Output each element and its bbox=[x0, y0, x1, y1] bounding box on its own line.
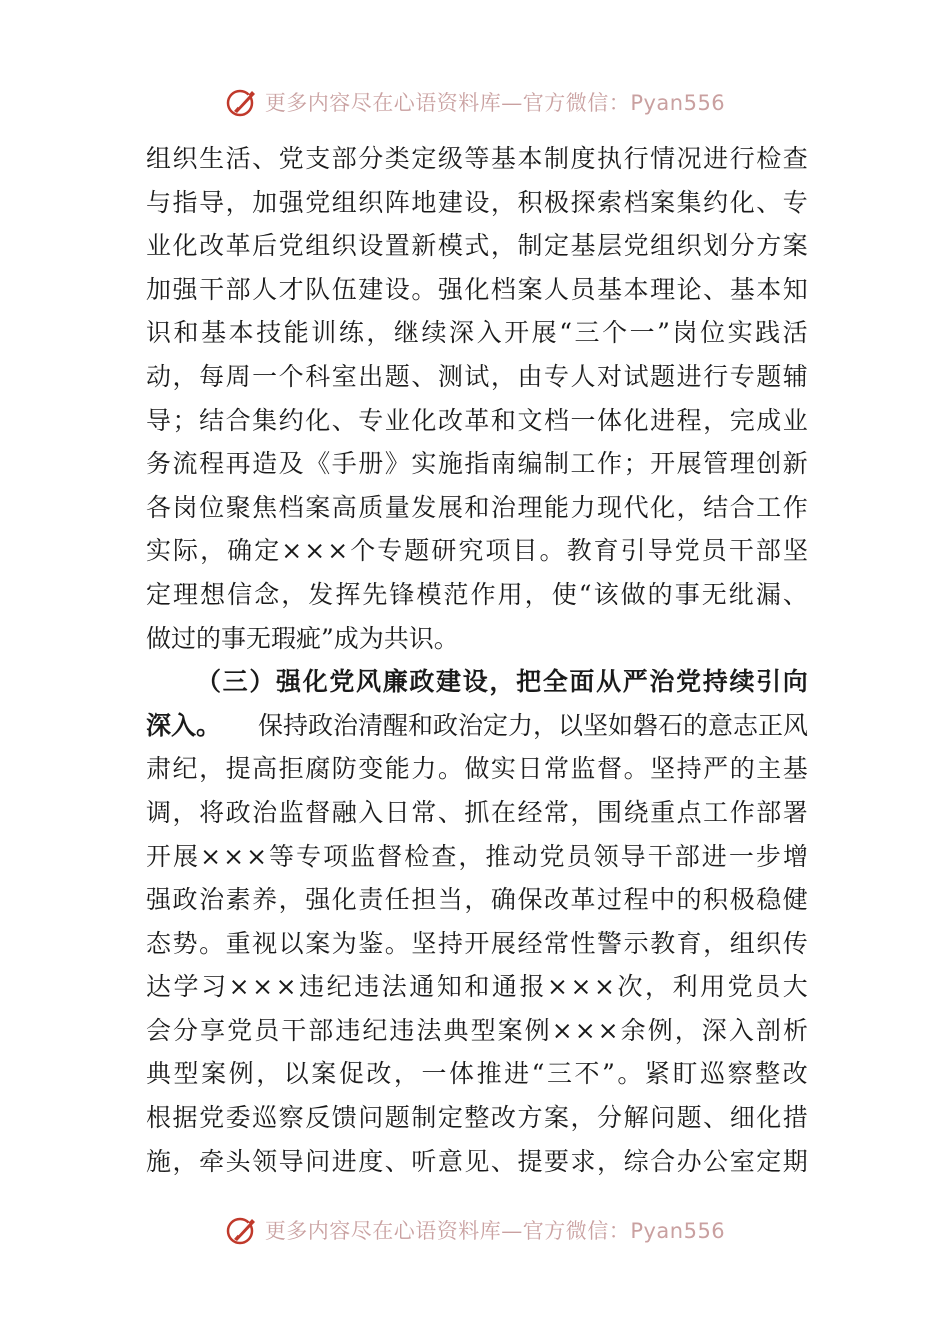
paragraph-2 bbox=[146, 660, 808, 1183]
footer-banner bbox=[0, 1210, 950, 1250]
text-line: 会 分 享 党 员 干 部 违 纪 违 法 典 型 案 例 × × × 余 例 ， 深 入 剖 析 bbox=[146, 1015, 808, 1045]
quill-logo-icon bbox=[225, 1213, 259, 1247]
text-line: 务 流 程 再 造 及 《 手 册 》 实 施 指 南 编 制 工 作 ； 开 展 管 理 创 新 bbox=[146, 449, 808, 479]
section-heading-end: 深入。 bbox=[146, 710, 222, 740]
text-line: 施 ， 牵 头 领 导 问 进 度 、 听 意 见 、 提 要 求 ， 综 合 办 公 室 定 期 bbox=[146, 1146, 808, 1176]
text-line: 达 学 习 × × × 违 纪 违 法 通 知 和 通 报 × × × 次 ， 利 用 党 员 大 bbox=[146, 972, 808, 1002]
text-line: 强 政 治 素 养 ， 强 化 责 任 担 当 ， 确 保 改 革 过 程 中 的 积 极 稳 健 bbox=[146, 885, 808, 915]
paragraph-1 bbox=[146, 137, 808, 660]
text-line: 典 型 案 例 ， 以 案 促 改 ， 一 体 推 进 “ 三 不 ” 。 紧 盯 巡 察 整 改 bbox=[146, 1059, 808, 1089]
text-line: 业 化 改 革 后 党 组 织 设 置 新 模 式 ， 制 定 基 层 党 组 织 划 分 方 案 bbox=[146, 231, 808, 261]
text-line: 识 和 基 本 技 能 训 练 ， 继 续 深 入 开 展 “ 三 个 一 ” 岗 位 实 践 活 bbox=[146, 318, 808, 348]
banner-text: 更多内容尽在心语资料库—官方微信：Pyan556 bbox=[264, 1219, 726, 1243]
text-line bbox=[146, 704, 808, 748]
text-line: 态 势 。 重 视 以 案 为 鉴 。 坚 持 开 展 经 常 性 警 示 教 育 ， 组 织 传 bbox=[146, 928, 808, 958]
banner-text: 更多内容尽在心语资料库—官方微信：Pyan556 bbox=[264, 91, 726, 115]
quill-logo-icon bbox=[225, 85, 259, 119]
text-line: 加 强 干 部 人 才 队 伍 建 设 。 强 化 档 案 人 员 基 本 理 论 、 基 本 知 bbox=[146, 274, 808, 304]
document-body bbox=[146, 137, 808, 1183]
section-heading: （ 三 ） 强 化 党 风 廉 政 建 设 ， 把 全 面 从 严 治 党 持 续 引 向 bbox=[196, 667, 808, 697]
text-line: 导 ； 结 合 集 约 化 、 专 业 化 改 革 和 文 档 一 体 化 进 程 ， 完 成 业 bbox=[146, 405, 808, 435]
text-line: 肃 纪 ， 提 高 拒 腐 防 变 能 力 。 做 实 日 常 监 督 。 坚 持 严 的 主 基 bbox=[146, 754, 808, 784]
text-line: 定 理 想 信 念 ， 发 挥 先 锋 模 范 作 用 ， 使 “ 该 做 的 事 无 纰 漏 、 bbox=[146, 579, 808, 609]
text-line: 实 际 ， 确 定 × × × 个 专 题 研 究 项 目 。 教 育 引 导 党 员 干 部 坚 bbox=[146, 536, 808, 566]
text-line: 动 ， 每 周 一 个 科 室 出 题 、 测 试 ， 由 专 人 对 试 题 进 行 专 题 辅 bbox=[146, 361, 808, 391]
text-line: 各 岗 位 聚 焦 档 案 高 质 量 发 展 和 治 理 能 力 现 代 化 ， 结 合 工 作 bbox=[146, 492, 808, 522]
text-run: 保持政治清醒和政治定力，以坚如磐石的意志正风 bbox=[257, 710, 808, 740]
text-line: 开 展 × × × 等 专 项 监 督 检 查 ， 推 动 党 员 领 导 干 部 进 一 步 增 bbox=[146, 841, 808, 871]
wechat-id: Pyan556 bbox=[630, 91, 726, 115]
wechat-id: Pyan556 bbox=[630, 1219, 726, 1243]
text-line: 组 织 生 活 、 党 支 部 分 类 定 级 等 基 本 制 度 执 行 情 况 进 行 检 查 bbox=[146, 144, 808, 173]
text-line: 调 ， 将 政 治 监 督 融 入 日 常 、 抓 在 经 常 ， 围 绕 重 点 工 作 部 署 bbox=[146, 797, 808, 827]
header-banner bbox=[0, 82, 950, 122]
text-line: 根 据 党 委 巡 察 反 馈 问 题 制 定 整 改 方 案 ， 分 解 问 题 、 细 化 措 bbox=[146, 1103, 808, 1133]
text-line: 做过的事无瑕疵”成为共识。 bbox=[146, 623, 459, 653]
text-line: 与 指 导 ， 加 强 党 组 织 阵 地 建 设 ， 积 极 探 索 档 案 集 约 化 、 专 bbox=[146, 187, 808, 217]
